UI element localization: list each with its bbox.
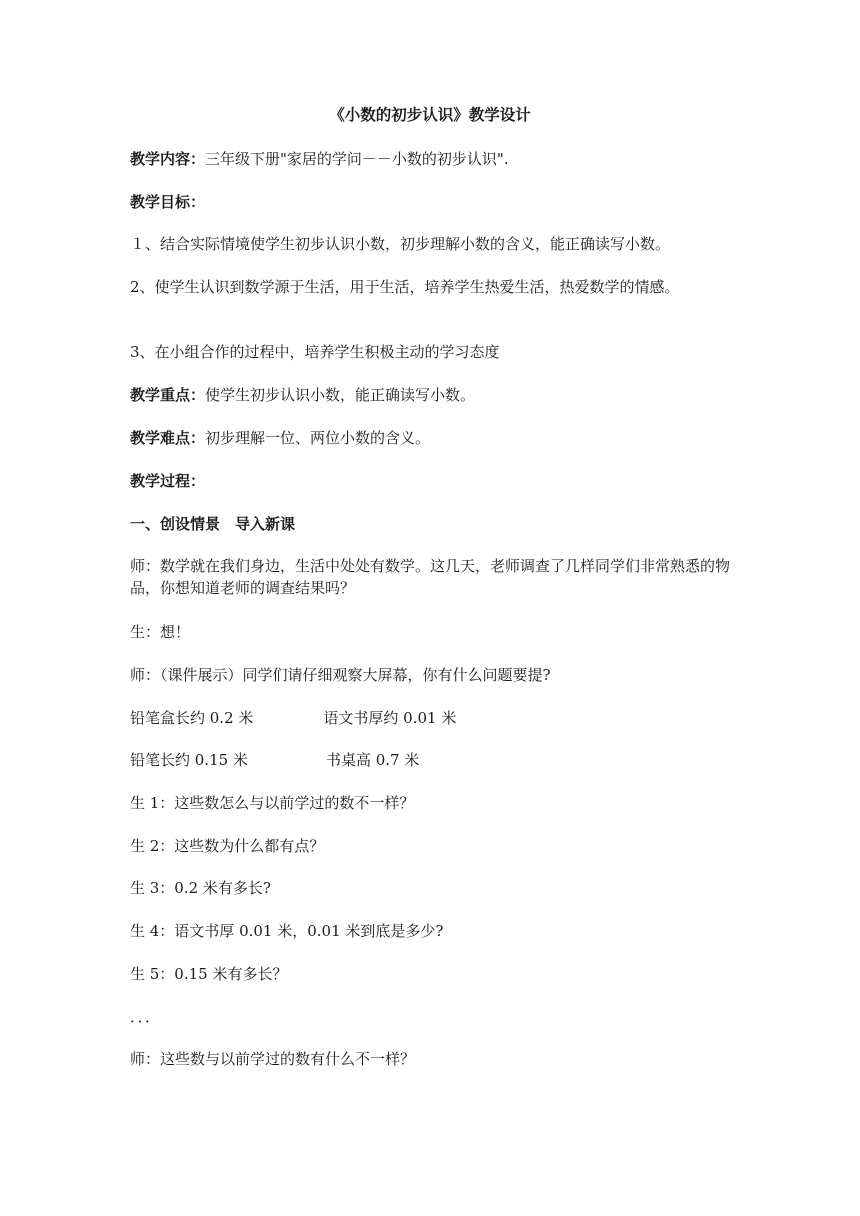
goal-item-3: 3、在小组合作的过程中，培养学生积极主动的学习态度 (130, 343, 500, 361)
ellipsis: ．．． (130, 1008, 161, 1026)
goal-item-2: 2、使学生认识到数学源于生活，用于生活，培养学生热爱生活，热爱数学的情感。 (130, 278, 680, 296)
measure-pencil-box: 铅笔盒长约 0.2 米 (130, 709, 254, 727)
keypoint-label: 教学重点： (130, 386, 206, 404)
measure-row-1 (130, 707, 730, 729)
question-2: 生 2：这些数为什么都有点？ (130, 837, 325, 855)
difficulty-label: 教学难点： (130, 429, 206, 447)
student-reply: 生：想！ (130, 623, 191, 641)
process-heading: 教学过程： (130, 472, 206, 490)
measure-row-2 (130, 749, 730, 771)
question-4: 生 4：语文书厚 0.01 米，0.01 米到底是多少? (130, 922, 444, 940)
question-3: 生 3：0.2 米有多长? (130, 879, 271, 897)
keypoint-line (130, 384, 730, 406)
goals-heading: 教学目标： (130, 193, 206, 211)
teacher-prompt: 师：（课件展示）同学们请仔细观察大屏幕，你有什么问题要提? (130, 666, 551, 684)
difficulty-text: 初步理解一位、两位小数的含义。 (205, 429, 431, 447)
document-title: 《小数的初步认识》教学设计 (329, 105, 531, 124)
measure-pencil: 铅笔长约 0.15 米 (130, 751, 248, 769)
question-1: 生 1：这些数怎么与以前学过的数不一样？ (130, 794, 415, 812)
keypoint-text: 使学生初步认识小数，能正确读写小数。 (205, 386, 476, 404)
teacher-intro: 师：数学就在我们身边，生活中处处有数学。这几天，老师调查了几样同学们非常熟悉的物品，你想知道老师的调查结果吗？ (130, 557, 731, 597)
teacher-closing-question: 师：这些数与以前学过的数有什么不一样？ (130, 1050, 416, 1068)
difficulty-line (130, 427, 730, 449)
goal-item-1: １、结合实际情境使学生初步认识小数，初步理解小数的含义，能正确读写小数。 (130, 235, 671, 253)
question-5: 生 5：0.15 米有多长？ (130, 965, 288, 983)
content-line (130, 148, 730, 170)
measure-textbook: 语文书厚约 0.01 米 (323, 709, 457, 727)
content-text: 三年级下册"家居的学问－－小数的初步认识". (205, 150, 509, 168)
content-label: 教学内容： (130, 150, 206, 168)
measure-desk: 书桌高 0.7 米 (325, 751, 420, 769)
section-heading: 一、创设情景 导入新课 (130, 515, 296, 533)
